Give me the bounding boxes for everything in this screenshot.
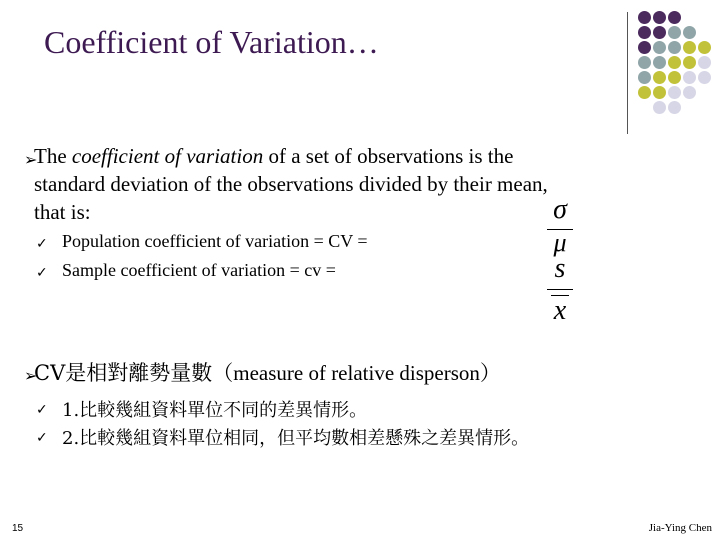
decor-dot xyxy=(638,101,651,114)
decor-dot xyxy=(698,41,711,54)
decor-dot xyxy=(683,11,696,24)
decor-dot xyxy=(668,41,681,54)
decor-dot xyxy=(653,56,666,69)
check-bullet-icon: ✓ xyxy=(36,430,48,446)
decor-dot xyxy=(653,26,666,39)
decor-dot xyxy=(653,71,666,84)
page-number: 15 xyxy=(12,523,24,534)
decor-dot xyxy=(638,41,651,54)
slide-title: Coefficient of Variation… xyxy=(44,24,379,60)
decor-dot xyxy=(683,71,696,84)
decor-dot xyxy=(668,56,681,69)
decor-dot xyxy=(698,71,711,84)
decor-dot xyxy=(683,101,696,114)
population-cv-label: Population coefficient of variation = CV = xyxy=(62,231,368,251)
s-symbol: s xyxy=(554,253,566,284)
divider-line xyxy=(627,12,628,134)
bullet1-line2: standard deviation of the observations divided by their mean, xyxy=(34,172,548,196)
decor-dot xyxy=(668,11,681,24)
decor-dot xyxy=(698,26,711,39)
bullet2-line: CV是相對離勢量數（measure of relative disperson） xyxy=(34,361,501,385)
arrow-bullet-icon: ➢ xyxy=(24,150,38,169)
cv-use-1: 1.比較幾組資料單位不同的差異情形。 xyxy=(62,400,368,421)
decor-dot-grid xyxy=(638,11,711,129)
sigma-symbol: σ xyxy=(553,194,567,225)
bullet1-line3: that is: xyxy=(34,200,91,224)
decor-dot xyxy=(683,86,696,99)
decor-dot xyxy=(683,26,696,39)
decor-dot xyxy=(653,116,666,129)
cv-use-2: 2.比較幾組資料單位相同，但平均數相差懸殊之差異情形。 xyxy=(62,428,530,449)
decor-dot xyxy=(638,26,651,39)
decor-dot xyxy=(668,101,681,114)
decor-dot xyxy=(638,116,651,129)
author-name: Jia-Ying Chen xyxy=(648,522,712,534)
check-bullet-icon: ✓ xyxy=(36,265,48,281)
decor-dot xyxy=(668,26,681,39)
arrow-bullet-icon: ➢ xyxy=(24,366,38,385)
decor-dot xyxy=(668,71,681,84)
decor-dot xyxy=(683,116,696,129)
x-symbol: x xyxy=(553,295,567,326)
decor-dot xyxy=(653,11,666,24)
check-bullet-icon: ✓ xyxy=(36,402,48,418)
emphasis-term: coefficient of variation xyxy=(71,144,264,168)
decor-dot xyxy=(698,11,711,24)
decor-dot xyxy=(638,56,651,69)
decor-dot xyxy=(698,116,711,129)
fraction-bar xyxy=(547,289,573,290)
decor-dot xyxy=(638,86,651,99)
decor-dot xyxy=(683,41,696,54)
decor-dot xyxy=(683,56,696,69)
sample-cv-label: Sample coefficient of variation = cv = xyxy=(62,260,336,280)
decor-dot xyxy=(698,56,711,69)
decor-dot xyxy=(653,101,666,114)
decor-dot xyxy=(653,86,666,99)
decor-dot xyxy=(638,71,651,84)
decor-dot xyxy=(698,101,711,114)
decor-dot xyxy=(698,86,711,99)
decor-dot xyxy=(653,41,666,54)
decor-dot xyxy=(668,86,681,99)
decor-dot xyxy=(638,11,651,24)
bullet1-line1: The coefficient of variation of a set of observations is the xyxy=(34,144,514,168)
decor-dot xyxy=(668,116,681,129)
mu-symbol: μ xyxy=(553,228,567,257)
check-bullet-icon: ✓ xyxy=(36,236,48,252)
